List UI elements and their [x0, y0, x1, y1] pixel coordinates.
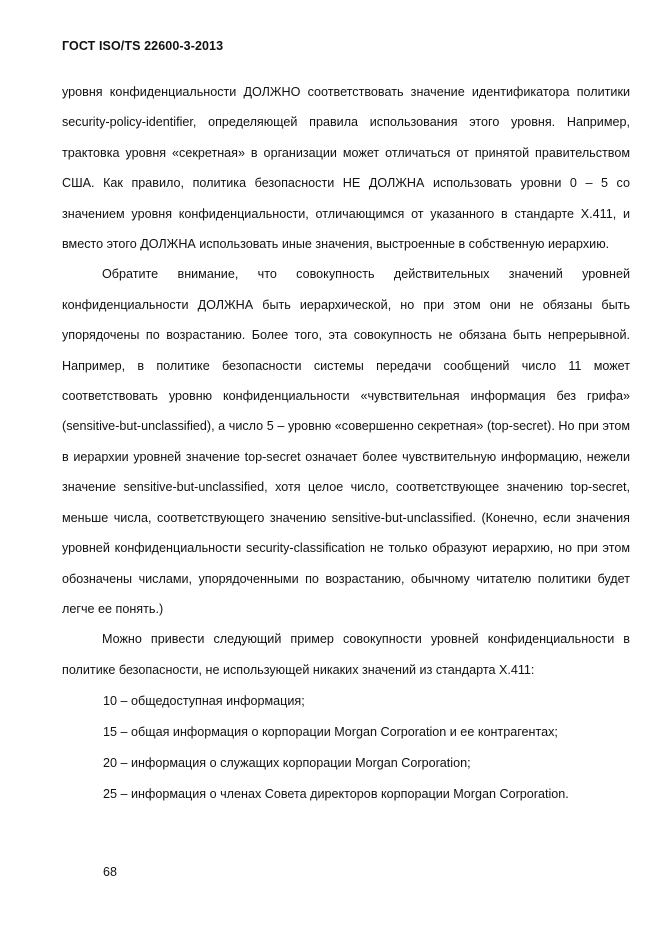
page-content: [62, 77, 630, 810]
list-item-20: 20 – информация о служащих корпорации Morgan Corporation;: [103, 756, 471, 771]
paragraph-3: Можно привести следующий пример совокупности уровней конфиденциальности в политике безопасности, не использующей никаких значений из стандарта X.411:: [62, 632, 630, 677]
paragraph-1: уровня конфиденциальности ДОЛЖНО соответствовать значение идентификатора политики security-policy-identifier, определяющей правила использования этого уровня. Например, трактовка уровня «секретная» в организации может отличаться от принятой правительством США. Как правило, политика безопасности НЕ ДОЛЖНА использовать уровни 0 – 5 со значением уровня конфиденциальности, отличающимся от указанного в стандарте X.411, и вместо этого ДОЛЖНА использовать иные значения, выстроенные в собственную иерархию.: [62, 85, 630, 252]
page-number: 68: [103, 865, 117, 879]
paragraph-2: Обратите внимание, что совокупность действительных значений уровней конфиденциальности ДОЛЖНА быть иерархической, но при этом они не обязаны быть упорядочены по возрастанию. Более того, эта совокупность не обязана быть непрерывной. Например, в политике безопасности системы передачи сообщений число 11 может соответствовать уровню конфиденциальности «чувствительная информация без грифа» (sensitive-but-unclassified), а число 5 – уровню «совершенно секретная» (top-secret). Но при этом в иерархии уровней значение top-secret означает более чувствительную информацию, нежели значение sensitive-but-unclassified, хотя целое число, соответствующее значению top-secret, меньше числа, соответствующего значению sensitive-but-unclassified. (Конечно, если значения уровней конфиденциальности security-classification не только образуют иерархию, но при этом обозначены числами, упорядоченными по возрастанию, обычному читателю политики будет легче ее понять.): [62, 267, 630, 616]
document-header: ГОСТ ISO/TS 22600-3-2013: [62, 39, 224, 53]
list-item-25: 25 – информация о членах Совета директоров корпорации Morgan Corporation.: [103, 787, 569, 802]
list-item-10: 10 – общедоступная информация;: [103, 694, 305, 709]
list-item-15: 15 – общая информация о корпорации Morgan Corporation и ее контрагентах;: [103, 725, 558, 740]
